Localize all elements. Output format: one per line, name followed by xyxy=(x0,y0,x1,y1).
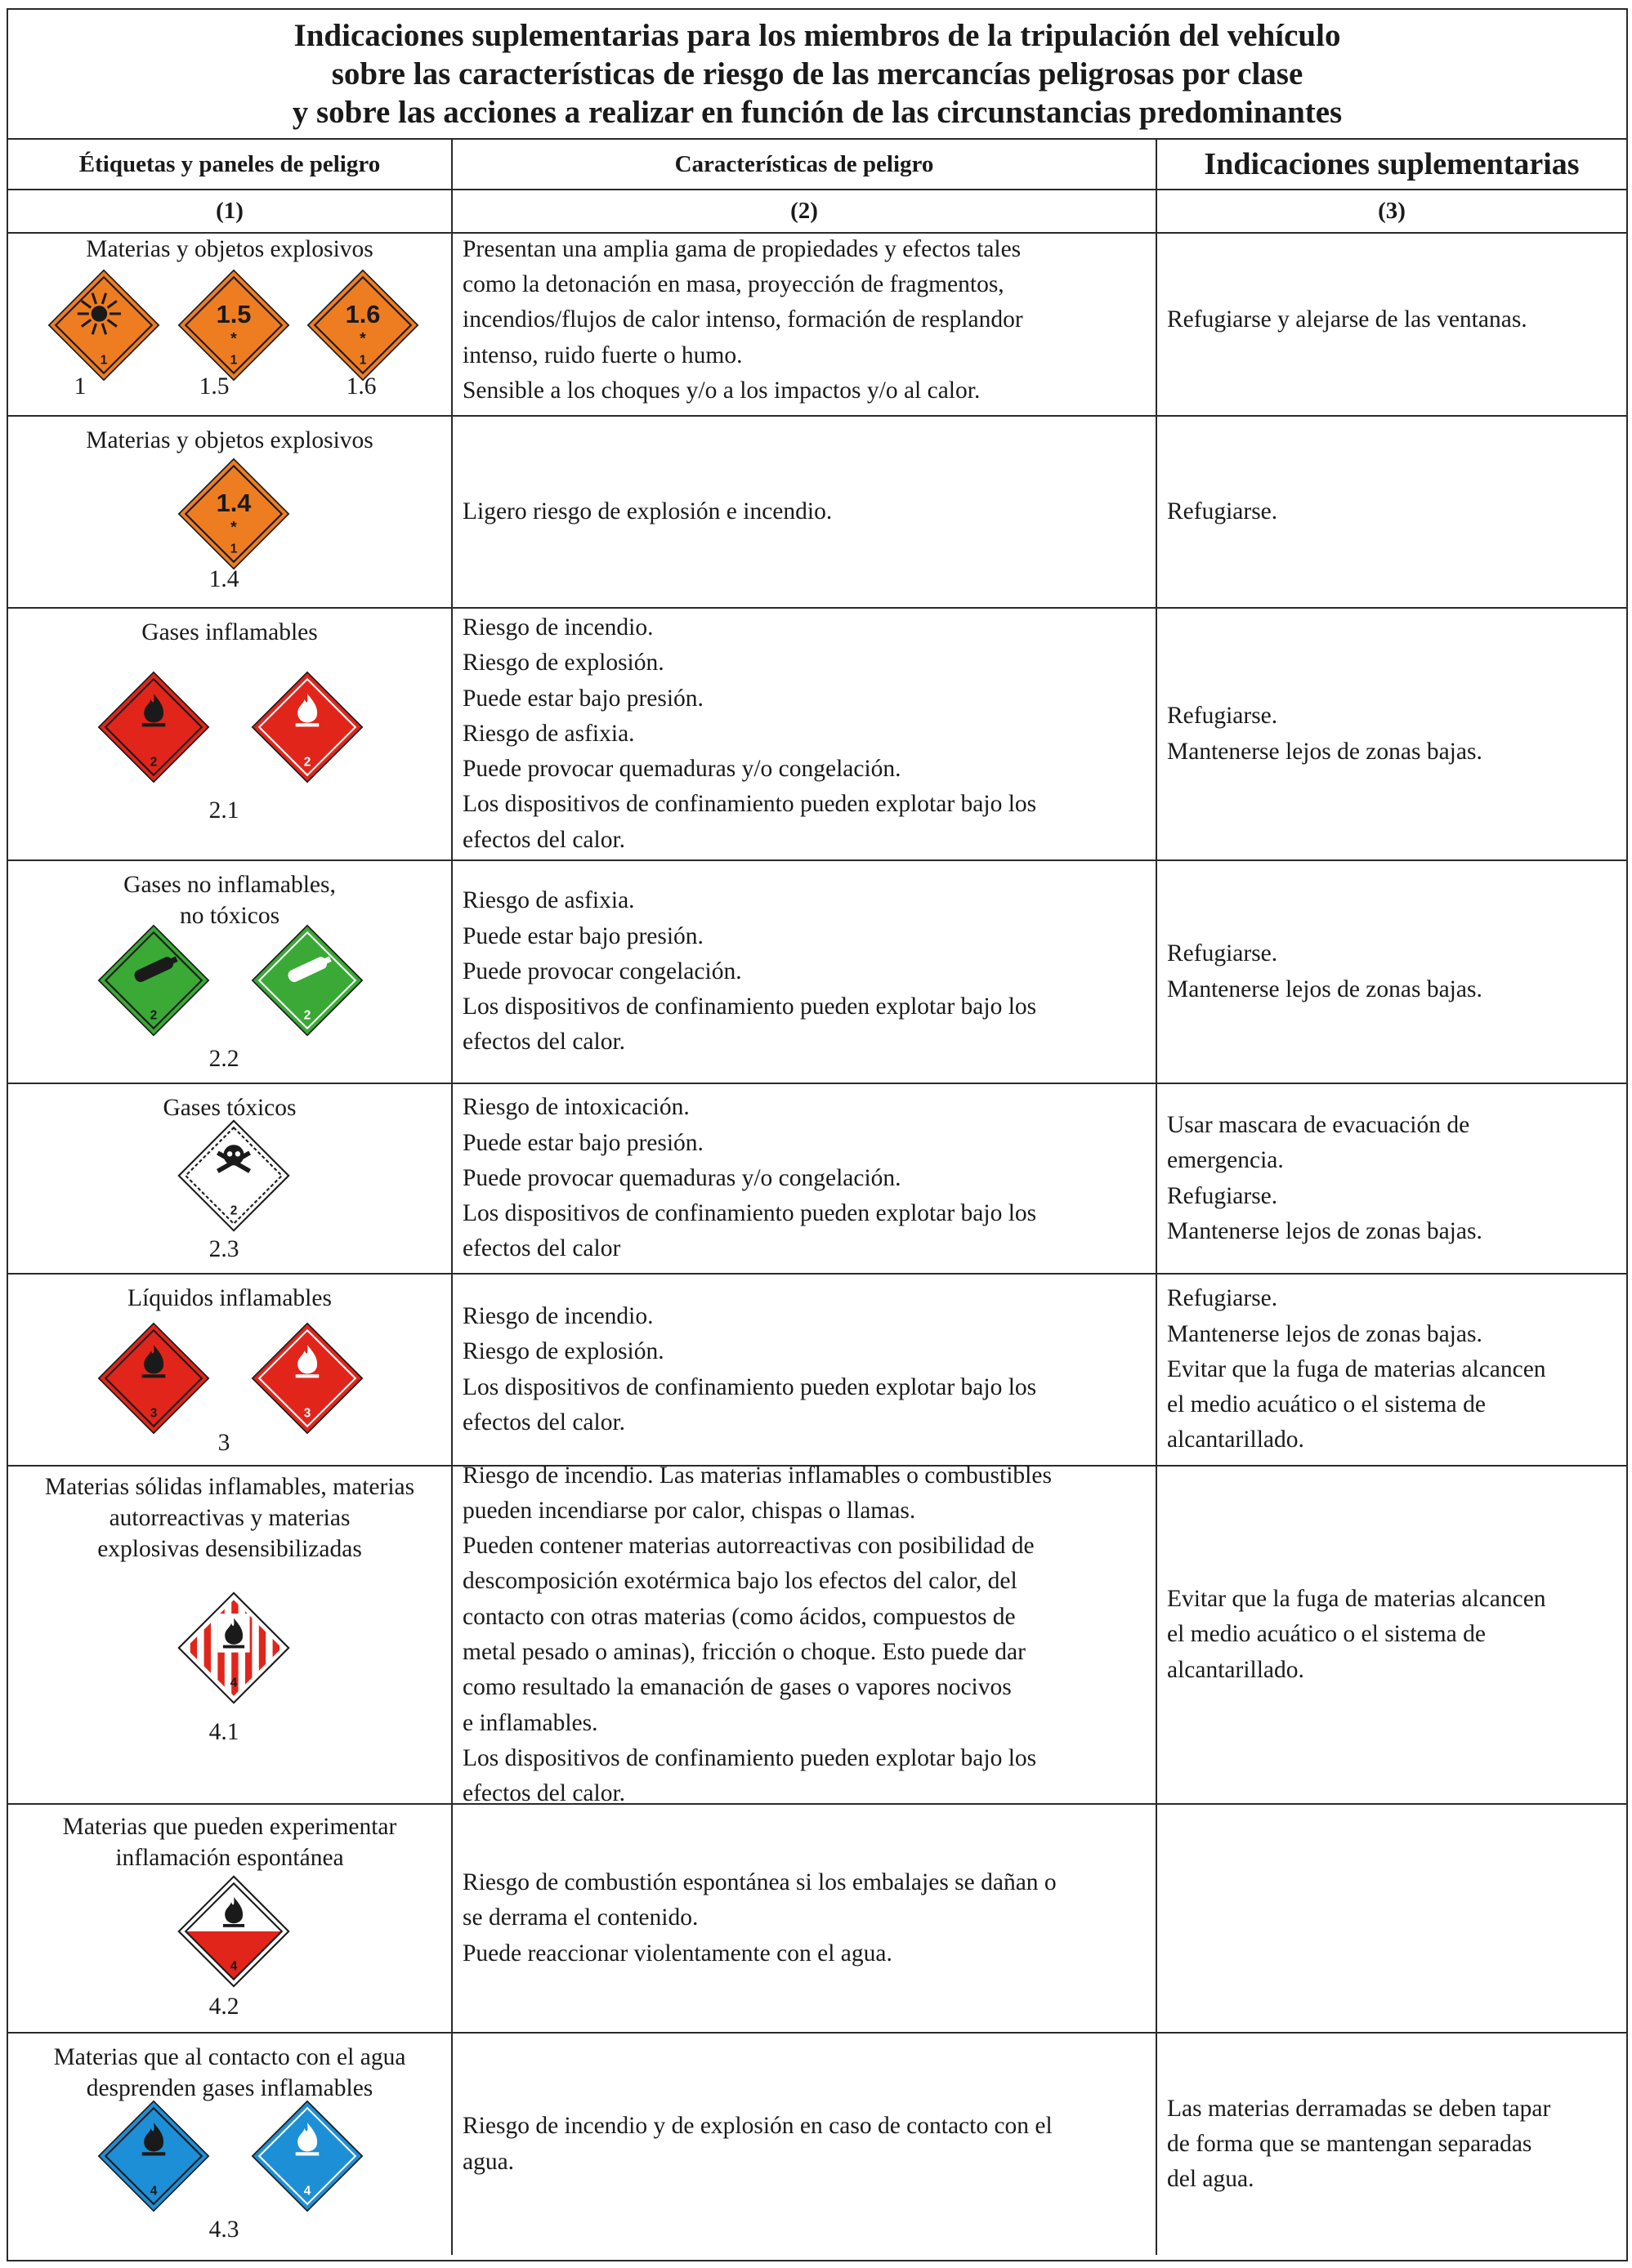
text-line: efectos del calor. xyxy=(463,1029,626,1056)
svg-text:3: 3 xyxy=(150,1406,158,1421)
svg-text:*: * xyxy=(360,329,366,348)
text-line: Los dispositivos de confinamiento pueden explotar bajo los xyxy=(463,1744,1037,1771)
svg-text:2: 2 xyxy=(303,1008,311,1023)
text-line: Usar mascara de evacuación de xyxy=(1167,1111,1470,1138)
category-line: Líquidos inflamables xyxy=(127,1285,332,1311)
category-line: Materias sólidas inflamables, materias xyxy=(44,1474,415,1500)
text-line: efectos del calor. xyxy=(463,1780,626,1807)
label-cell xyxy=(8,1805,453,2032)
label-cell xyxy=(8,1084,453,1273)
hazard-class-number: 1.6 xyxy=(346,373,377,400)
text-line: alcantarillado. xyxy=(1167,1656,1304,1683)
text-line: Riesgo de intoxicación. xyxy=(463,1094,690,1121)
table-row xyxy=(8,1805,1626,2034)
text-line: Puede provocar congelación. xyxy=(463,958,742,984)
svg-text:2: 2 xyxy=(150,1008,158,1023)
gas-cylinder-icon xyxy=(96,923,211,1038)
table-row xyxy=(8,2034,1626,2255)
characteristics-cell xyxy=(453,1275,1157,1465)
text-line: Refugiarse. xyxy=(1167,1285,1278,1312)
text-line: Mantenerse lejos de zonas bajas. xyxy=(1167,976,1482,1002)
column-number: (2) xyxy=(453,190,1157,232)
title-line: sobre las características de riesgo de las mercancías peligrosas por clase xyxy=(331,56,1303,92)
hazard-class-number: 1.5 xyxy=(199,373,230,400)
text-line: Riesgo de incendio. xyxy=(463,1302,654,1329)
header-labels: Étiquetas y paneles de peligro xyxy=(8,140,453,189)
text-line: Los dispositivos de confinamiento pueden explotar bajo los xyxy=(463,791,1037,818)
category-title xyxy=(8,617,451,648)
text-line: Riesgo de asfixia. xyxy=(463,887,635,914)
category-title xyxy=(8,869,451,931)
hazard-class-number: 4.2 xyxy=(208,1993,239,2020)
text-line: se derrama el contenido. xyxy=(463,1904,699,1931)
category-line: Materias y objetos explosivos xyxy=(86,427,373,453)
text-line: como resultado la emanación de gases o vapores nocivos xyxy=(463,1674,1012,1701)
characteristics-cell xyxy=(453,1805,1157,2032)
category-line: Gases tóxicos xyxy=(163,1095,297,1121)
table-row xyxy=(8,225,1626,417)
indications-cell xyxy=(1157,1084,1626,1273)
text-line: agua. xyxy=(463,2148,515,2175)
text-line: emergencia. xyxy=(1167,1147,1284,1174)
text-line: contacto con otras materias (como ácidos, compuestos de xyxy=(463,1603,1016,1630)
label-cell xyxy=(8,225,453,415)
explosion-icon xyxy=(47,268,161,382)
characteristics-cell xyxy=(453,1462,1157,1807)
svg-text:1: 1 xyxy=(230,353,238,368)
text-line: Puede estar bajo presión. xyxy=(463,1129,704,1156)
division-1-5-label xyxy=(177,268,291,382)
label-cell xyxy=(8,609,453,859)
category-line: no tóxicos xyxy=(179,903,280,929)
text-line: Presentan una amplia gama de propiedades y efectos tales xyxy=(463,235,1022,262)
text-line: efectos del calor xyxy=(463,1235,621,1262)
category-title xyxy=(8,1471,451,1565)
text-line: Puede estar bajo presión. xyxy=(463,685,704,712)
category-line: Materias que al contacto con el agua xyxy=(53,2044,406,2070)
text-line: Las materias derramadas se deben tapar xyxy=(1167,2095,1551,2122)
svg-text:1: 1 xyxy=(359,353,367,368)
text-line: Refugiarse. xyxy=(1167,703,1278,730)
text-line: metal pesado o aminas), fricción o choque. Esto puede dar xyxy=(463,1639,1026,1665)
striped-flame-icon xyxy=(177,1591,291,1705)
text-line: Puede provocar quemaduras y/o congelación. xyxy=(463,1164,901,1191)
text-line: Riesgo de incendio. Las materias inflamables o combustibles xyxy=(463,1462,1052,1489)
category-line: Materias que pueden experimentar xyxy=(62,1814,397,1840)
text-line: Pueden contener materias autorreactivas con posibilidad de xyxy=(463,1533,1035,1560)
characteristics-cell xyxy=(453,609,1157,859)
indications-cell xyxy=(1157,861,1626,1083)
text-line: Mantenerse lejos de zonas bajas. xyxy=(1167,1320,1482,1347)
text-line: Riesgo de explosión. xyxy=(463,650,664,676)
text-line: Riesgo de incendio. xyxy=(463,614,654,641)
flame-icon xyxy=(250,670,364,784)
text-line: efectos del calor. xyxy=(463,826,626,853)
text-line: Refugiarse. xyxy=(1167,1182,1278,1209)
label-cell xyxy=(8,2034,453,2255)
label-cell xyxy=(8,417,453,607)
category-line: autorreactivas y materias xyxy=(109,1505,351,1531)
label-cell xyxy=(8,861,453,1083)
svg-text:1.4: 1.4 xyxy=(216,489,252,518)
svg-text:4: 4 xyxy=(303,2184,311,2199)
header-row xyxy=(8,140,1626,190)
characteristics-cell xyxy=(453,225,1157,415)
text-line: descomposición exotérmica bajo los efectos del calor, del xyxy=(463,1568,1017,1595)
characteristics-cell xyxy=(453,861,1157,1083)
hazard-class-number: 4.1 xyxy=(208,1719,239,1745)
flame-icon xyxy=(250,2099,364,2213)
spontaneous-combustion-icon xyxy=(177,1874,291,1989)
svg-text:1.6: 1.6 xyxy=(345,300,381,329)
text-line: Los dispositivos de confinamiento pueden explotar bajo los xyxy=(463,1200,1037,1227)
category-line: inflamación espontánea xyxy=(115,1845,344,1871)
category-line: Gases no inflamables, xyxy=(123,872,336,898)
svg-text:2: 2 xyxy=(150,755,158,770)
text-line: Refugiarse. xyxy=(1167,940,1278,967)
text-line: Evitar que la fuga de materias alcancen xyxy=(1167,1586,1546,1613)
text-line: Puede reaccionar violentamente con el agua. xyxy=(463,1940,892,1967)
hazard-class-number: 2.2 xyxy=(208,1046,239,1072)
text-line: e inflamables. xyxy=(463,1709,598,1736)
text-line: incendios/flujos de calor intenso, formación de resplandor xyxy=(463,306,1023,333)
text-line: el medio acuático o el sistema de xyxy=(1167,1391,1486,1418)
indications-cell xyxy=(1157,609,1626,859)
indications-cell xyxy=(1157,2034,1626,2255)
indications-cell xyxy=(1157,1467,1626,1803)
text-line: Riesgo de combustión espontánea si los embalajes se dañan o xyxy=(463,1869,1057,1896)
category-title xyxy=(8,234,451,265)
table-row xyxy=(8,861,1626,1084)
category-title xyxy=(8,425,451,456)
text-line: Ligero riesgo de explosión e incendio. xyxy=(463,498,833,525)
skull-crossbones-icon xyxy=(177,1118,291,1233)
text-line: Evitar que la fuga de materias alcancen xyxy=(1167,1355,1546,1382)
text-line: Los dispositivos de confinamiento pueden explotar bajo los xyxy=(463,993,1037,1020)
characteristics-cell xyxy=(453,1084,1157,1273)
svg-text:4: 4 xyxy=(230,1959,238,1974)
indications-cell xyxy=(1157,1275,1626,1465)
svg-text:1: 1 xyxy=(100,353,108,368)
svg-text:1.5: 1.5 xyxy=(216,300,252,329)
flame-icon xyxy=(96,670,211,784)
text-line: Mantenerse lejos de zonas bajas. xyxy=(1167,1217,1482,1244)
text-line: Los dispositivos de confinamiento pueden explotar bajo los xyxy=(463,1373,1037,1400)
label-cell xyxy=(8,1467,453,1803)
flame-icon xyxy=(96,1321,211,1435)
category-title xyxy=(8,2042,451,2104)
indications-cell xyxy=(1157,417,1626,607)
category-line: desprenden gases inflamables xyxy=(86,2075,373,2101)
category-title xyxy=(8,1283,451,1314)
text-line: Refugiarse y alejarse de las ventanas. xyxy=(1167,306,1527,333)
text-line: Puede estar bajo presión. xyxy=(463,922,704,949)
hazard-class-number: 2.3 xyxy=(208,1236,239,1262)
table-row xyxy=(8,1084,1626,1275)
category-line: explosivas desensibilizadas xyxy=(97,1536,362,1562)
text-line: Sensible a los choques y/o a los impactos y/o al calor. xyxy=(463,377,981,404)
text-line: Riesgo de incendio y de explosión en caso de contacto con el xyxy=(463,2113,1053,2140)
svg-text:*: * xyxy=(230,518,237,537)
title-line: y sobre las acciones a realizar en función de las circunstancias predominantes xyxy=(292,95,1343,130)
characteristics-cell xyxy=(453,417,1157,607)
category-line: Materias y objetos explosivos xyxy=(86,236,373,262)
hazard-class-number: 1 xyxy=(74,373,87,400)
hazard-table xyxy=(7,8,1628,2261)
svg-text:2: 2 xyxy=(303,755,311,770)
hazard-class-number: 4.3 xyxy=(208,2217,239,2243)
indications-cell xyxy=(1157,225,1626,415)
table-row xyxy=(8,1275,1626,1467)
table-row xyxy=(8,609,1626,861)
text-line: pueden incendiarse por calor, chispas o llamas. xyxy=(463,1497,916,1524)
indications-cell xyxy=(1157,1805,1626,2032)
division-1-6-label xyxy=(306,268,420,382)
label-cell xyxy=(8,1275,453,1465)
text-line: alcantarillado. xyxy=(1167,1426,1304,1453)
text-line: Riesgo de asfixia. xyxy=(463,720,635,747)
category-line: Gases inflamables xyxy=(141,619,318,645)
hazard-class-number: 3 xyxy=(217,1430,230,1456)
svg-text:3: 3 xyxy=(303,1406,311,1421)
svg-text:4: 4 xyxy=(150,2184,158,2199)
text-line: del agua. xyxy=(1167,2166,1254,2193)
hazard-class-number: 2.1 xyxy=(208,797,239,824)
text-line: efectos del calor. xyxy=(463,1409,626,1435)
text-line: como la detonación en masa, proyección de fragmentos, xyxy=(463,271,1004,298)
text-line: Refugiarse. xyxy=(1167,498,1278,525)
title-line: Indicaciones suplementarias para los miembros de la tripulación del vehículo xyxy=(293,18,1341,53)
table-title xyxy=(8,10,1626,140)
table-row xyxy=(8,1462,1626,1807)
table-row xyxy=(8,417,1626,609)
svg-text:*: * xyxy=(230,329,237,348)
svg-text:4: 4 xyxy=(230,1676,238,1690)
text-line: Puede provocar quemaduras y/o congelación. xyxy=(463,756,901,783)
hazard-class-number: 1.4 xyxy=(208,566,239,592)
category-title xyxy=(8,1811,451,1873)
text-line: Mantenerse lejos de zonas bajas. xyxy=(1167,738,1482,765)
column-number: (1) xyxy=(8,190,453,232)
text-line: Riesgo de explosión. xyxy=(463,1338,664,1365)
header-indications: Indicaciones suplementarias xyxy=(1204,147,1580,181)
characteristics-cell xyxy=(453,2034,1157,2255)
flame-icon xyxy=(96,2099,211,2213)
text-line: intenso, ruido fuerte o humo. xyxy=(463,342,743,368)
svg-text:2: 2 xyxy=(230,1203,238,1218)
gas-cylinder-icon xyxy=(250,923,364,1038)
header-characteristics: Características de peligro xyxy=(453,140,1157,189)
svg-text:1: 1 xyxy=(230,542,238,556)
division-1-4-label xyxy=(177,457,291,571)
flame-icon xyxy=(250,1321,364,1435)
text-line: el medio acuático o el sistema de xyxy=(1167,1621,1486,1648)
text-line: de forma que se mantengan separadas xyxy=(1167,2130,1532,2157)
column-number: (3) xyxy=(1378,198,1406,224)
